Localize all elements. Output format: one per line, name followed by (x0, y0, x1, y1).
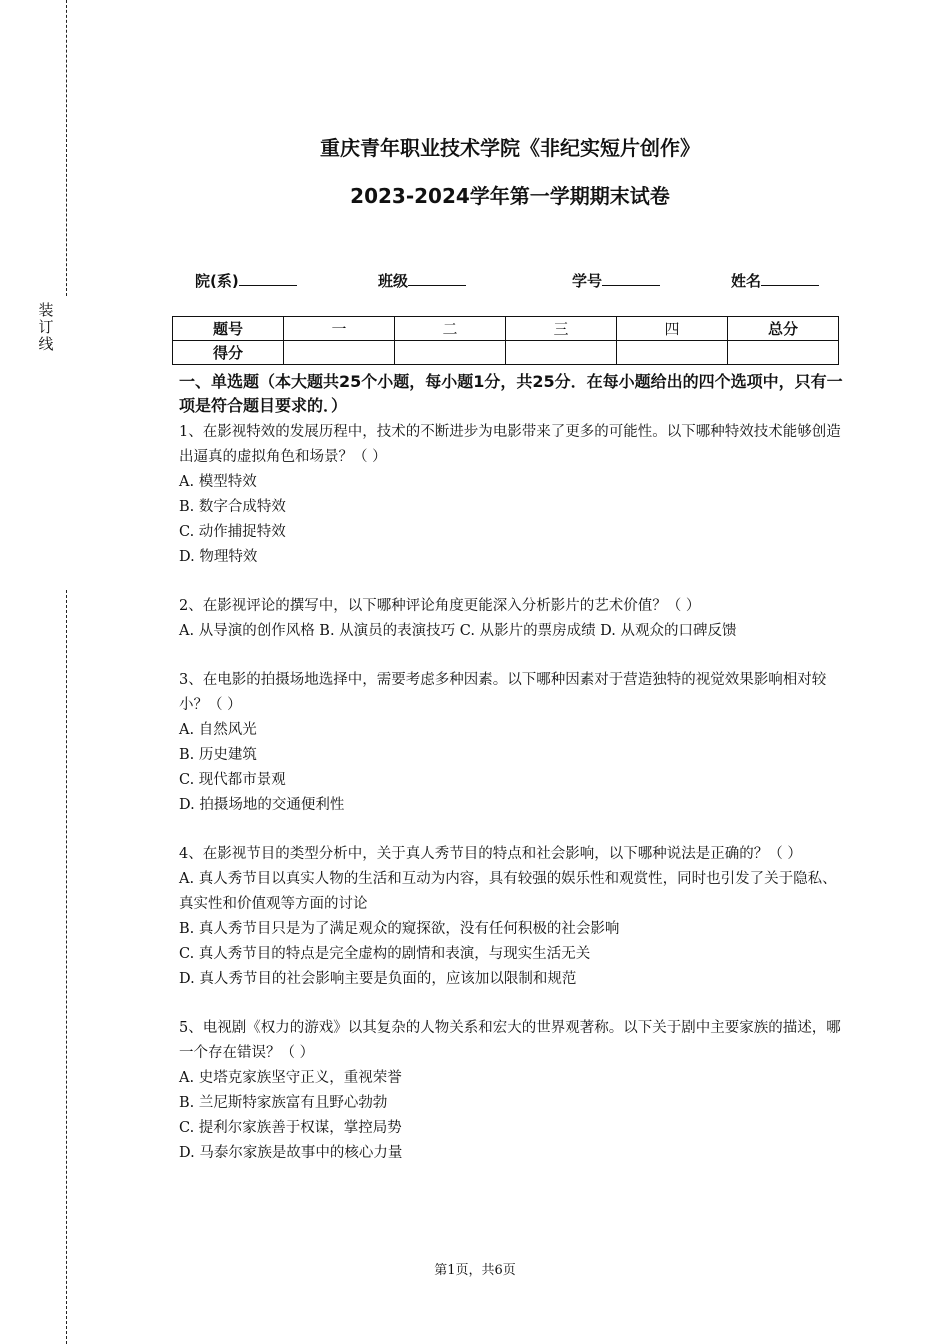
question-option: B. 兰尼斯特家族富有且野心勃勃 (179, 1095, 388, 1111)
info-blank[interactable] (761, 271, 819, 286)
binding-dashed-line-bottom (66, 590, 67, 1344)
score-cell[interactable] (395, 341, 506, 365)
info-blank[interactable] (408, 271, 466, 286)
question-option: B. 真人秀节目只是为了满足观众的窥探欲，没有任何积极的社会影响 (179, 921, 620, 937)
question-option: B. 数字合成特效 (179, 499, 286, 515)
question-text: 3、在电影的拍摄场地选择中，需要考虑多种因素。以下哪种因素对于营造独特的视觉效果影响相对较小？（ ） (179, 672, 827, 713)
score-cell[interactable] (506, 341, 617, 365)
score-cell[interactable] (728, 341, 839, 365)
question-option: C. 真人秀节目的特点是完全虚构的剧情和表演，与现实生活无关 (179, 946, 591, 962)
question-option: C. 现代都市景观 (179, 772, 286, 788)
info-field-name (731, 270, 819, 291)
binding-char: 订 (38, 318, 54, 336)
question-1 (179, 420, 847, 570)
question-option: D. 拍摄场地的交通便利性 (179, 797, 345, 813)
score-header-cell: 二 (395, 317, 506, 341)
score-table (172, 316, 839, 365)
info-field-student-id (572, 270, 660, 291)
info-label: 学号 (572, 272, 603, 290)
info-label: 班级 (378, 272, 409, 290)
question-2 (179, 594, 847, 644)
question-option: A. 从导演的创作风格 B. 从演员的表演技巧 C. 从影片的票房成绩 D. 从观众的口碑反馈 (179, 623, 737, 639)
binding-char: 线 (38, 335, 54, 353)
question-4 (179, 842, 847, 992)
question-option: C. 提利尔家族善于权谋，掌控局势 (179, 1120, 402, 1136)
binding-label (36, 302, 56, 353)
binding-char: 装 (38, 301, 54, 319)
exam-title-line1: 重庆青年职业技术学院《非纪实短片创作》 (320, 136, 700, 160)
question-option: B. 历史建筑 (179, 747, 257, 763)
question-option: D. 物理特效 (179, 549, 258, 565)
question-option: A. 模型特效 (179, 474, 257, 490)
question-option: C. 动作捕捉特效 (179, 524, 286, 540)
question-option: A. 真人秀节目以真实人物的生活和互动为内容，具有较强的娱乐性和观赏性，同时也引发了关于隐私、真实性和价值观等方面的讨论 (179, 871, 837, 912)
score-header-cell: 总分 (728, 317, 839, 341)
page-footer: 第1页，共6页 (434, 1263, 516, 1278)
question-option: D. 马泰尔家族是故事中的核心力量 (179, 1145, 403, 1161)
question-text: 2、在影视评论的撰写中，以下哪种评论角度更能深入分析影片的艺术价值？（ ） (179, 598, 701, 614)
section-heading: 一、单选题（本大题共25个小题，每小题1分，共25分．在每小题给出的四个选项中，只有一项是符合题目要求的．） (179, 372, 843, 415)
exam-title-line2: 2023-2024学年第一学期期末试卷 (350, 184, 670, 208)
score-cell[interactable] (617, 341, 728, 365)
score-row-label: 得分 (173, 341, 284, 365)
question-option: D. 真人秀节目的社会影响主要是负面的，应该加以限制和规范 (179, 971, 577, 987)
question-text: 4、在影视节目的类型分析中，关于真人秀节目的特点和社会影响，以下哪种说法是正确的？（ ） (179, 846, 802, 862)
question-option: A. 自然风光 (179, 722, 257, 738)
info-field-department (195, 270, 297, 291)
question-3 (179, 668, 847, 818)
score-table-header-row (173, 317, 839, 341)
score-header-cell: 四 (617, 317, 728, 341)
question-text: 5、电视剧《权力的游戏》以其复杂的人物关系和宏大的世界观著称。以下关于剧中主要家族的描述，哪一个存在错误？（ ） (179, 1020, 841, 1061)
score-table-score-row (173, 341, 839, 365)
score-header-cell: 题号 (173, 317, 284, 341)
question-5 (179, 1016, 847, 1166)
info-blank[interactable] (602, 271, 660, 286)
exam-content (179, 370, 847, 1190)
info-field-class (378, 270, 466, 291)
question-option: A. 史塔克家族坚守正义，重视荣誉 (179, 1070, 402, 1086)
info-label: 姓名 (731, 272, 762, 290)
info-label: 院(系) (195, 272, 239, 290)
score-header-cell: 三 (506, 317, 617, 341)
score-header-cell: 一 (284, 317, 395, 341)
info-blank[interactable] (239, 271, 297, 286)
question-text: 1、在影视特效的发展历程中，技术的不断进步为电影带来了更多的可能性。以下哪种特效技术能够创造出逼真的虚拟角色和场景？（ ） (179, 424, 841, 465)
score-cell[interactable] (284, 341, 395, 365)
